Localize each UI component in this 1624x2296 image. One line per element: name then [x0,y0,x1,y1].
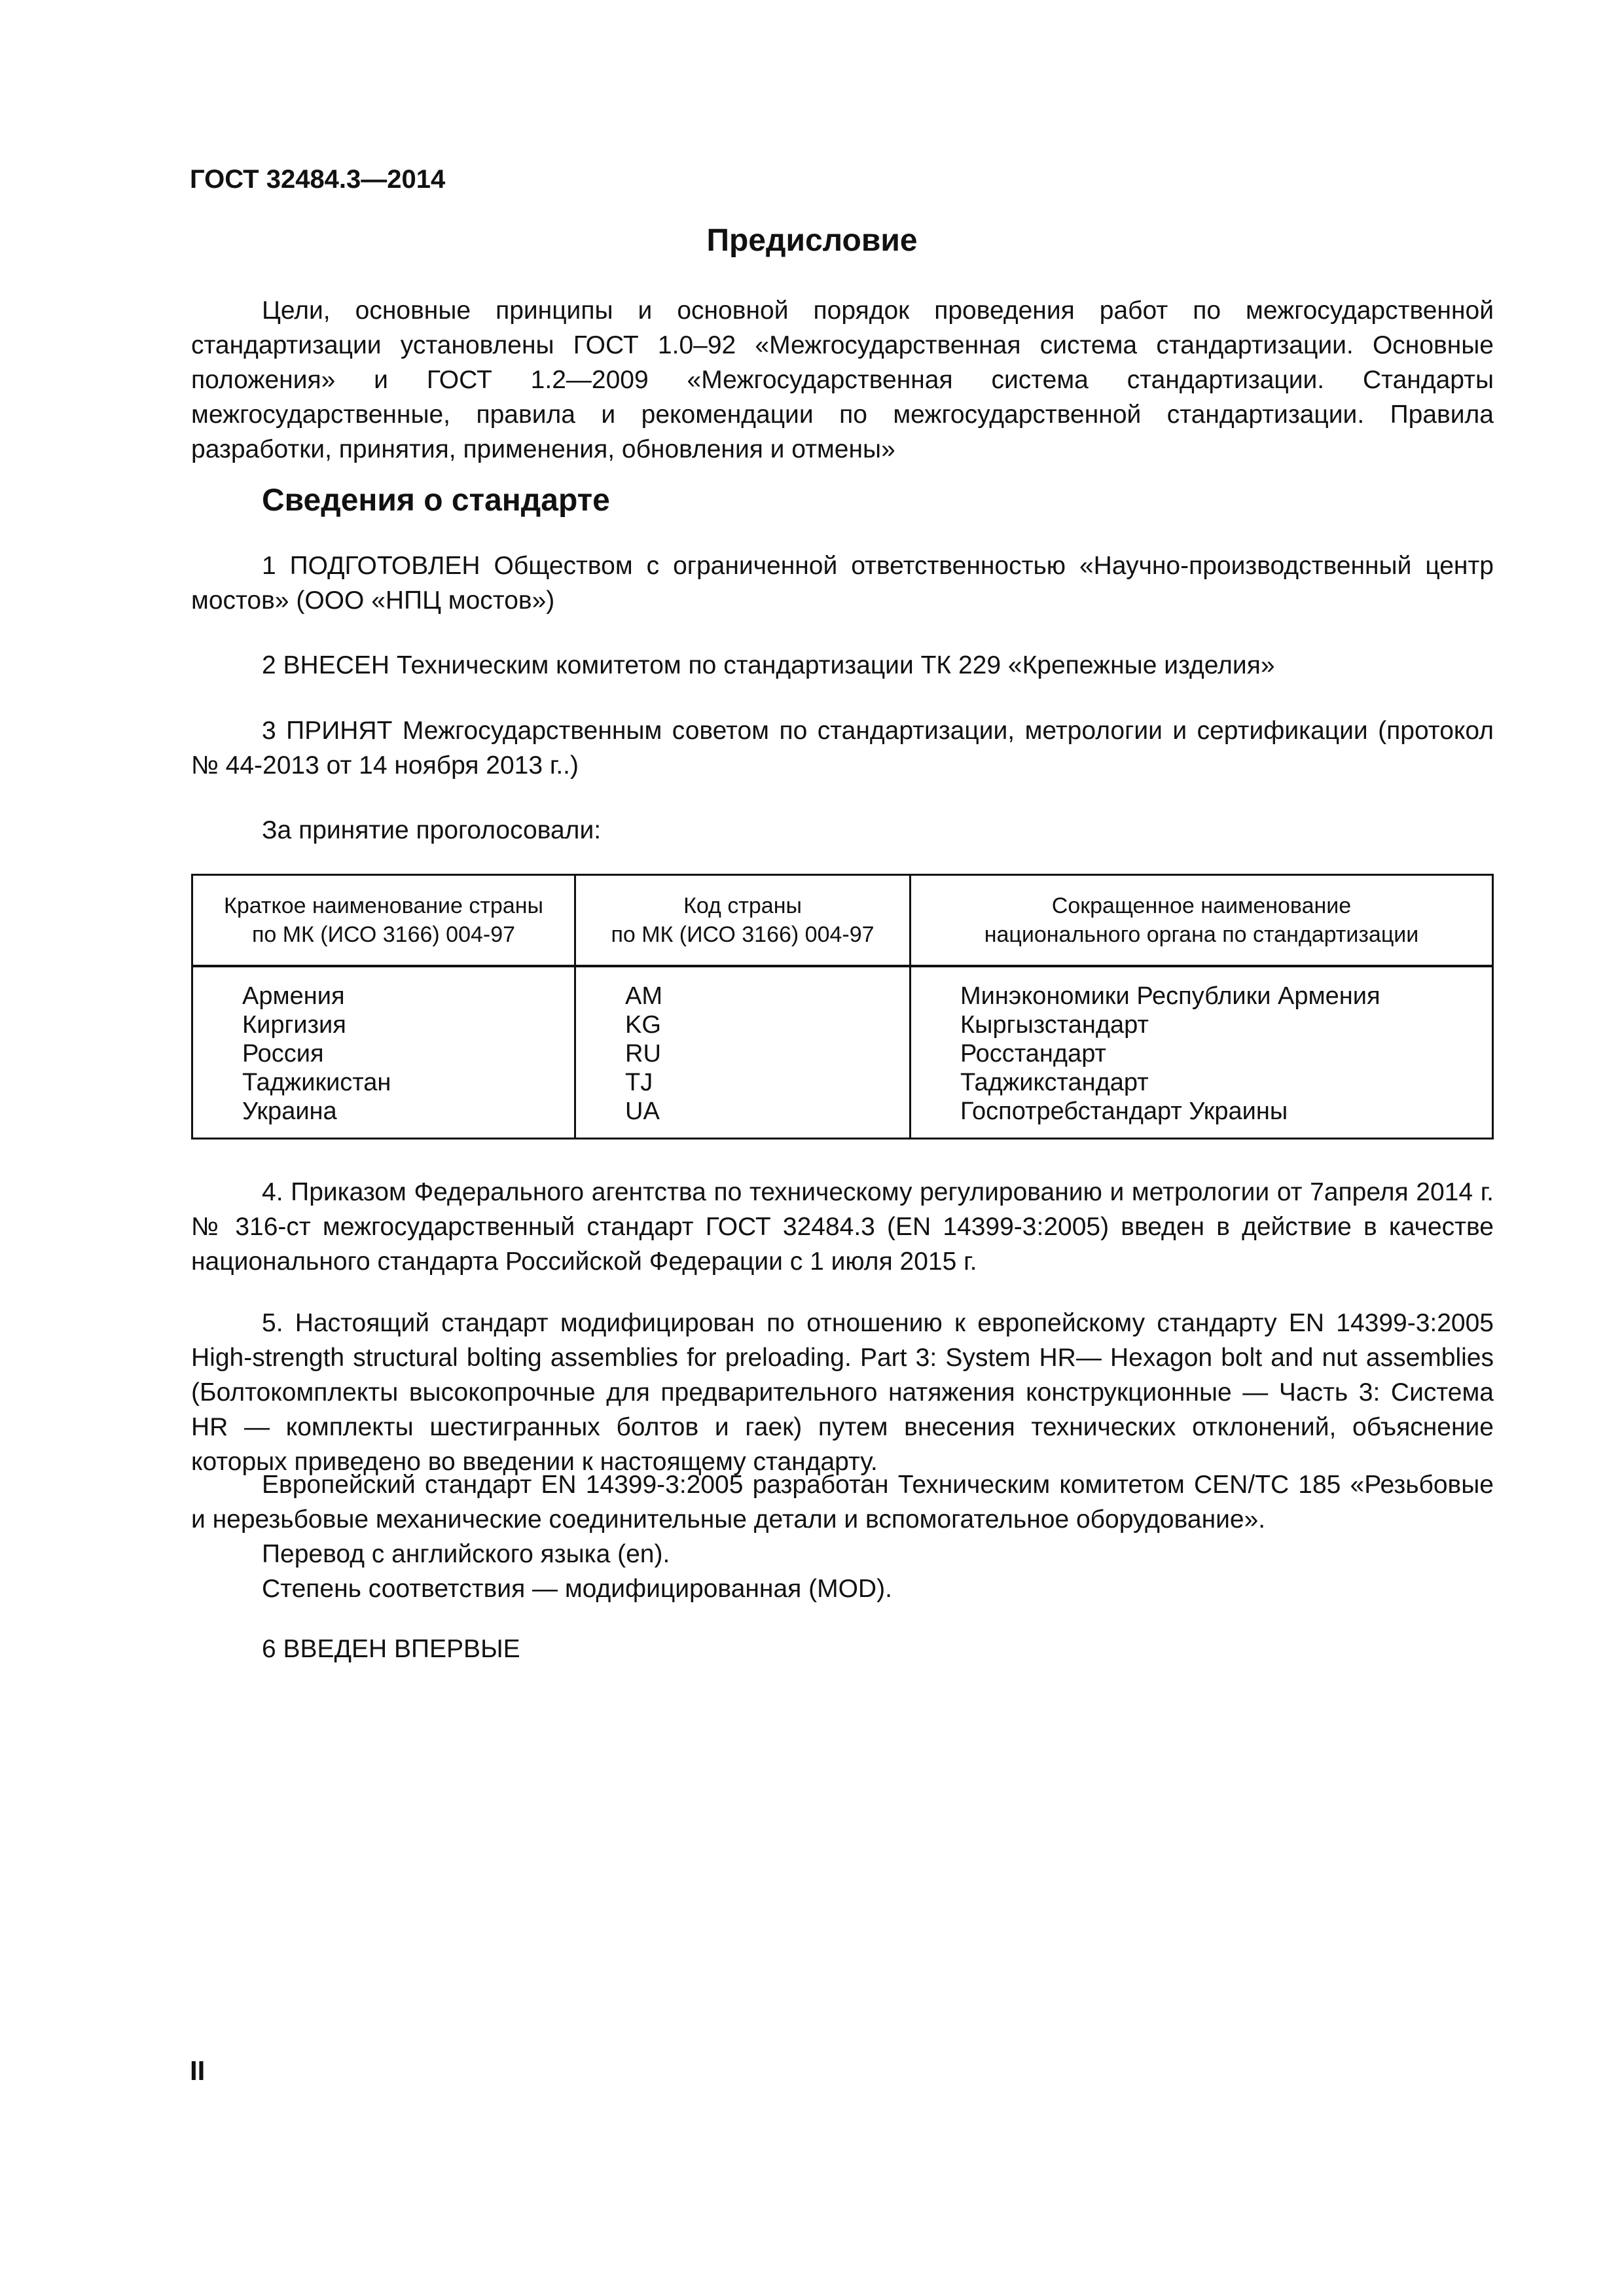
vote-intro [191,813,1494,848]
national-body: Кыргызстандарт [960,1011,1149,1039]
header-country-code-line2: по МК (ИСО 3166) 004-97 [611,922,875,947]
info-item-5-text: 5. Настоящий стандарт модифицирован по отношению к европейскому стандарту EN 14399-3:2005 High-strength structural bolting assemblies for preloading. Part 3: System HR— Hexagon bolt and nut assemblies (Болтокомплекты высокопрочные для предварительного натяжения конструкционные — Часть 3: Система HR — комплекты шестигранных болтов и гаек) путем внесения технических отклонений, объяснение которых приведено во введении к настоящему стандарту. [191,1309,1494,1476]
vote-intro-text: За принятие проголосовали: [262,816,602,844]
standard-info-title: Сведения о стандарте [262,483,610,518]
info-item-4-text: 4. Приказом Федерального агентства по техническому регулированию и метрологии от 7апреля 2014 г. № 316-ст межгосударственный стандарт ГОСТ 32484.3 (EN 14399-3:2005) введен в действие в качестве национального стандарта Российской Федерации с 1 июля 2015 г. [191,1178,1494,1276]
header-national-body-line1: Сокращенное наименование [1051,893,1352,918]
header-national-body-line2: национального органа по стандартизации [984,922,1419,947]
country-code: RU [625,1040,661,1067]
country-code: AM [625,982,662,1010]
national-body: Минэкономики Республики Армения [960,982,1380,1010]
country-name: Киргизия [242,1011,346,1039]
european-standard-text: Европейский стандарт EN 14399-3:2005 разработан Техническим комитетом CEN/TC 185 «Резьбовые и нерезьбовые механические соединительные детали и вспомогательное оборудование». [191,1471,1494,1534]
header-country-name-line1: Краткое наименование страны [224,893,543,918]
header-national-body [911,875,1493,967]
national-bodies-cell [911,966,1493,1139]
header-country-code [575,875,911,967]
country-name: Россия [242,1040,324,1067]
country-name: Армения [242,982,345,1010]
info-item-4 [191,1175,1494,1279]
info-item-1-text: 1 ПОДГОТОВЛЕН Обществом с ограниченной ответственностью «Научно-производственный центр мостов» (ООО «НПЦ мостов») [191,552,1494,615]
national-body: Госпотребстандарт Украины [960,1098,1288,1125]
national-body: Росстандарт [960,1040,1106,1067]
info-item-5-details [191,1467,1494,1606]
info-item-3-text: 3 ПРИНЯТ Межгосударственным советом по стандартизации, метрологии и сертификации (протокол № 44-2013 от 14 ноября 2013 г..) [191,717,1494,780]
document-id: ГОСТ 32484.3—2014 [190,165,446,194]
table-header-row [192,875,1493,967]
info-item-6 [191,1632,1494,1666]
table-row [192,966,1493,1139]
preface-title: Предисловие [706,223,918,258]
info-item-5 [191,1306,1494,1479]
national-body: Таджикстандарт [960,1069,1149,1096]
header-country-name [192,875,575,967]
info-item-2-text: 2 ВНЕСЕН Техническим комитетом по стандартизации ТК 229 «Крепежные изделия» [262,651,1275,679]
info-item-1 [191,548,1494,618]
page-number: II [190,2055,206,2086]
country-name: Таджикистан [242,1069,391,1096]
info-item-6-text: 6 ВВЕДЕН ВПЕРВЫЕ [262,1635,520,1663]
country-code: KG [625,1011,661,1039]
country-code: TJ [625,1069,653,1096]
info-item-2 [191,648,1494,683]
translation-text: Перевод с английского языка (en). [262,1540,670,1568]
preface-paragraph [191,293,1494,467]
degree-of-correspondence-text: Степень соответствия — модифицированная (MOD). [262,1575,892,1603]
preface-text: Цели, основные принципы и основной порядок проведения работ по межгосударственной стандартизации установлены ГОСТ 1.0–92 «Межгосударственная система стандартизации. Основные положения» и ГОСТ 1.2—2009 «Межгосударственная система стандартизации. Стандарты межгосударственные, правила и рекомендации по межгосударственной стандартизации. Правила разработки, принятия, применения, обновления и отмены» [191,296,1494,463]
country-code: UA [625,1098,660,1125]
voting-countries-table [191,874,1494,1139]
country-codes-cell [575,966,911,1139]
country-names-cell [192,966,575,1139]
country-name: Украина [242,1098,337,1125]
info-item-3 [191,713,1494,783]
header-country-name-line2: по МК (ИСО 3166) 004-97 [251,922,516,947]
header-country-code-line1: Код страны [683,893,802,918]
